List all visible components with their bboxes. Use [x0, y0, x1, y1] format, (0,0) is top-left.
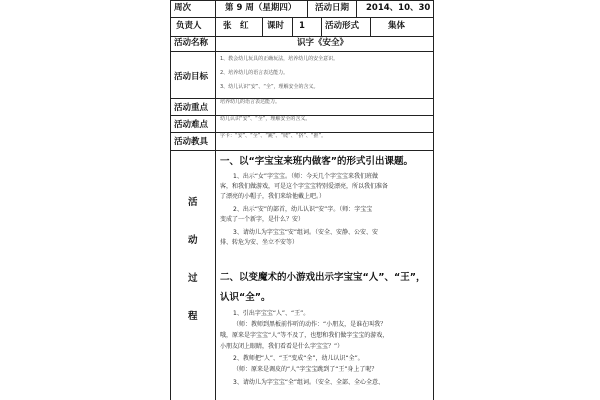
s1-line: 变成了一个新字，是什么？安） [220, 216, 305, 223]
owner-label: 负责人 [176, 21, 202, 31]
table-border-right [433, 0, 434, 400]
goal-item: 2、培养幼儿的语言表达能力。 [220, 70, 289, 76]
lesson-plan-table [170, 0, 434, 400]
focus-label: 活动重点 [174, 103, 209, 113]
materials-value: 字卡：“安”、“全”、“跳”、“爬”、“挤”、“推”。 [220, 133, 327, 139]
s2-line: 1、引出字宝宝“人”、“王”。 [233, 310, 310, 317]
table-rule [170, 36, 434, 37]
process-label-char: 动 [188, 235, 198, 246]
difficulty-label: 活动难点 [174, 120, 209, 130]
s1-line: 1、出示“女”字宝宝。（师：今天几个字宝宝来我们班做 [233, 173, 379, 180]
s1-line: 3、请幼儿为字宝宝“安”组词。（安全、安静、公安、安 [233, 229, 379, 236]
process-label-char: 活 [188, 197, 198, 208]
s2-line: 哦，原来是字宝宝“人”等不及了，也想和我们做字宝宝的游戏， [220, 332, 389, 339]
table-rule [170, 150, 434, 151]
activity-name-label: 活动名称 [174, 38, 209, 48]
process-label-char: 过 [188, 273, 198, 284]
table-rule [292, 17, 293, 36]
table-rule [262, 17, 263, 36]
period-value: 1 [299, 21, 305, 31]
table-rule [356, 0, 357, 17]
difficulty-value: 幼儿认识“安”、“全”，理解安全的含义。 [220, 116, 311, 122]
section-2-title-cont: 认识“全”。 [220, 292, 271, 303]
process-label-char: 程 [188, 311, 198, 322]
s2-line: （师：原来是调皮的“人”字宝宝跳到了“王”身上了呢？ [233, 366, 378, 373]
table-rule [215, 0, 216, 400]
table-rule [170, 98, 434, 99]
section-2-title: 二、以变魔术的小游戏出示字宝宝“人”、“王”， [220, 272, 426, 283]
table-border-top [170, 0, 434, 1]
owner-value: 张 红 [223, 21, 249, 31]
week-label: 周次 [174, 3, 192, 13]
focus-value: 培养幼儿的语言表达能力。 [220, 99, 281, 105]
goal-item: 1、教会幼儿玩具的正确玩法，培养幼儿的安全意识。 [220, 56, 339, 62]
table-rule [170, 17, 434, 18]
goal-item: 3、幼儿认识“安”、“全”，理解安全的含义。 [220, 84, 319, 90]
s2-line: 小朋友闭上眼睛，我们看看是什么字宝宝？”） [220, 343, 344, 350]
form-label: 活动形式 [325, 21, 360, 31]
materials-label: 活动教具 [174, 137, 209, 147]
s2-line: 2、教师把“人”、“王”变成“全”，幼儿认识“全”。 [233, 355, 364, 362]
period-label: 课时 [267, 21, 285, 31]
section-1-title: 一、以“字宝宝来班内做客”的形式引出课题。 [220, 156, 413, 167]
date-label: 活动日期 [315, 3, 350, 13]
table-rule [321, 17, 322, 36]
table-rule [170, 51, 434, 52]
s1-line: 客，和我们做游戏，可是这个字宝宝特别爱漂亮，所以我们准备 [220, 183, 389, 190]
s1-line: 排、转危为安、坐立不安等） [220, 239, 299, 246]
goals-label: 活动目标 [174, 72, 209, 82]
s1-line: 2、出示“安”的部首，幼儿认识“安”字。（师：字宝宝 [233, 206, 373, 213]
table-border-left [170, 0, 171, 400]
form-value: 集体 [388, 21, 406, 31]
s2-line: 3、请幼儿为字宝宝“全”组词。（安全、全部、全心全意、 [233, 379, 385, 386]
table-rule [370, 17, 371, 36]
s1-line: 了漂亮的小帽子，我们来给他戴上吧。） [220, 193, 326, 200]
week-value: 第 9 周（星期四） [225, 3, 297, 13]
table-rule [307, 0, 308, 17]
date-value: 2014、10、30 [366, 3, 431, 13]
s2-line: （师：教师到黑板前作听的动作：“小朋友，是谁在叫我？ [233, 321, 387, 328]
activity-name-value: 识字《安全》 [297, 38, 349, 48]
